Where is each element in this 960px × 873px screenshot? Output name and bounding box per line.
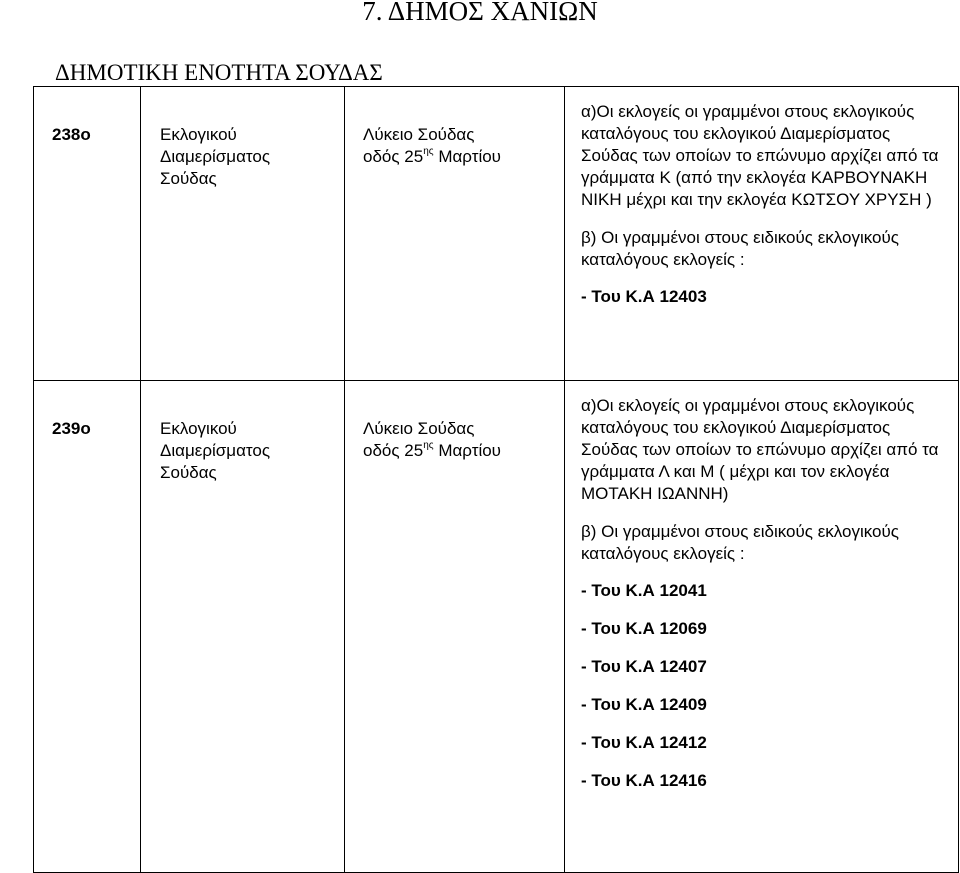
special-code: - Του Κ.Α 12409 bbox=[581, 695, 707, 714]
special-codes bbox=[581, 580, 948, 792]
address-prefix: οδός 25 bbox=[363, 147, 424, 166]
voters-cell bbox=[565, 381, 959, 873]
district-line: Σούδας bbox=[160, 169, 217, 188]
district-cell bbox=[141, 87, 345, 381]
voters-b: β) Οι γραμμένοι στους ειδικούς εκλογικούς καταλόγους εκλογείς : bbox=[581, 522, 899, 563]
district-line: Εκλογικού bbox=[160, 419, 237, 438]
municipal-unit-title: ΔΗΜΟΤΙΚΗ ΕΝΟΤΗΤΑ ΣΟΥΔΑΣ bbox=[55, 60, 383, 85]
municipality-title: 7. ΔΗΜΟΣ ΧΑΝΙΩΝ bbox=[362, 0, 598, 26]
school-name: Λύκειο Σούδας bbox=[363, 125, 475, 144]
special-code: - Του Κ.Α 12041 bbox=[581, 581, 707, 600]
district-line: Διαμερίσματος bbox=[160, 147, 271, 166]
special-code: - Του Κ.Α 12412 bbox=[581, 733, 707, 752]
address-suffix: Μαρτίου bbox=[433, 147, 501, 166]
address-ordinal: ης bbox=[423, 146, 434, 157]
voters-a: α)Οι εκλογείς οι γραμμένοι στους εκλογικούς καταλόγους του εκλογικού Διαμερίσματος Σούδας των οποίων το επώνυμο αρχίζει από τα γράμματα Κ (από την εκλογέα ΚΑΡΒΟΥΝΑΚΗ ΝΙΚΗ μέχρι και την εκλογέα ΚΩΤΣΟΥ ΧΡΥΣΗ ) bbox=[581, 102, 939, 209]
school-cell bbox=[345, 87, 565, 381]
special-code: - Του Κ.Α 12403 bbox=[581, 287, 707, 306]
address-prefix: οδός 25 bbox=[363, 441, 424, 460]
station-number: 238ο bbox=[34, 87, 141, 381]
district-line: Σούδας bbox=[160, 463, 217, 482]
station-number: 239ο bbox=[34, 381, 141, 873]
voters-a: α)Οι εκλογείς οι γραμμένοι στους εκλογικούς καταλόγους του εκλογικού Διαμερίσματος Σούδας των οποίων το επώνυμο αρχίζει από τα γράμματα Λ και Μ ( μέχρι και τον εκλογέα ΜΟΤΑΚΗ ΙΩΑΝΝΗ) bbox=[581, 396, 939, 503]
voters-b: β) Οι γραμμένοι στους ειδικούς εκλογικούς καταλόγους εκλογείς : bbox=[581, 228, 899, 269]
school-address bbox=[363, 146, 564, 168]
table-row bbox=[34, 87, 959, 381]
district-line: Εκλογικού bbox=[160, 125, 237, 144]
voters-cell bbox=[565, 87, 959, 381]
polling-stations-table bbox=[33, 86, 959, 873]
special-code: - Του Κ.Α 12416 bbox=[581, 771, 707, 790]
school-address bbox=[363, 440, 564, 462]
address-ordinal: ης bbox=[423, 440, 434, 451]
special-code: - Του Κ.Α 12069 bbox=[581, 619, 707, 638]
district-cell bbox=[141, 381, 345, 873]
address-suffix: Μαρτίου bbox=[433, 441, 501, 460]
table-row bbox=[34, 381, 959, 873]
special-code: - Του Κ.Α 12407 bbox=[581, 657, 707, 676]
school-name: Λύκειο Σούδας bbox=[363, 419, 475, 438]
school-cell bbox=[345, 381, 565, 873]
special-codes bbox=[581, 286, 948, 308]
district-line: Διαμερίσματος bbox=[160, 441, 271, 460]
